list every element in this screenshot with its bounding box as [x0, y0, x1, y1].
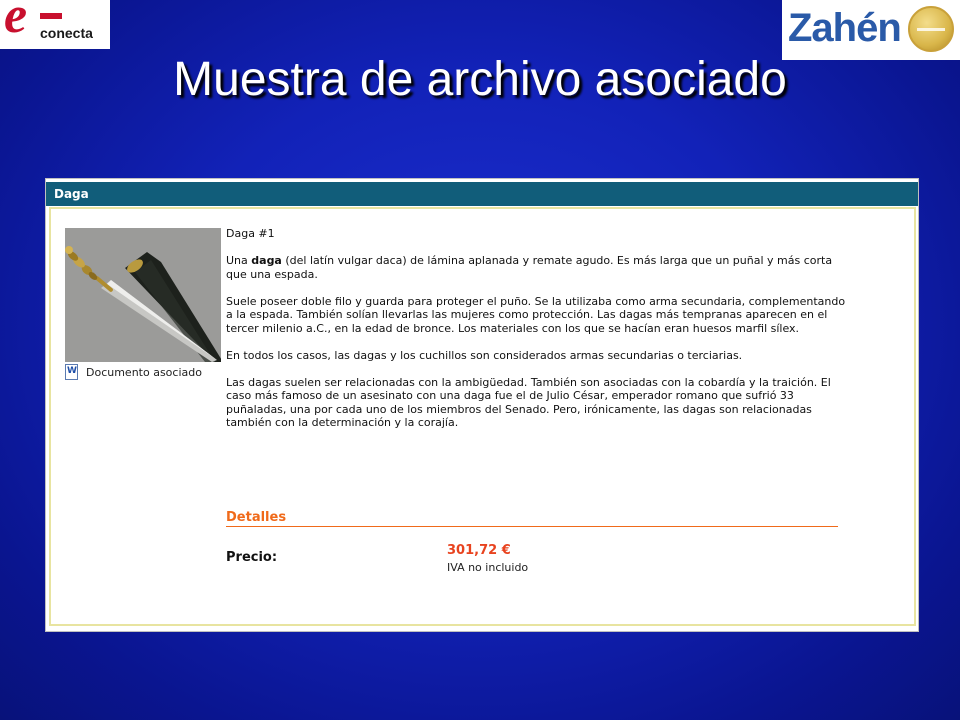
screenshot-panel [45, 178, 919, 632]
word-document-icon [65, 364, 78, 380]
tax-note: IVA no incluido [447, 561, 529, 574]
item-title: Daga #1 [226, 227, 275, 240]
description-paragraph-4: Las dagas suelen ser relacionadas con la ambigüedad. También son asociadas con la cobardía y la traición. El caso más famoso de un asesinato con una daga fue el de Julio César, emperador romano que sufrió 33 puñaladas, una por cada uno de los miembros del Senado. Pero, irónicamente, las dagas son relacionadas también con la determinación y la corajía. [226, 375, 831, 429]
zahen-logo [782, 0, 960, 60]
e-conecta-logo [0, 0, 110, 49]
price-label: Precio: [226, 550, 278, 565]
description-p1-keyword: daga [251, 254, 282, 267]
price-value: 301,72 € [447, 543, 511, 558]
description-paragraph-1 [226, 254, 846, 281]
panel-header: Daga [46, 182, 918, 206]
item-description [226, 227, 846, 443]
slide-title: Muestra de archivo asociado [173, 53, 787, 106]
description-paragraph-3: En todos los casos, las dagas y los cuchillos son considerados armas secundarias o terciarias. [226, 348, 743, 362]
e-conecta-logo-dash [40, 13, 62, 19]
zahen-logo-text: Zahén [788, 6, 901, 50]
details-heading: Detalles [226, 510, 838, 527]
associated-document-link[interactable] [65, 364, 202, 380]
description-paragraph-2: Suele poseer doble filo y guarda para proteger el puño. Se la utilizaba como arma secundaria, complementando a la espada. También solían llevarlas las mujeres como protección. Las dagas más tempranas aparecen en el tercer milenio a.C., en la edad de bronce. Los materiales con los que se hacían eran huesos marfil sílex. [226, 294, 846, 335]
associated-document-label: Documento asociado [86, 365, 202, 379]
dagger-photo [65, 228, 221, 362]
zahen-seal-icon [908, 6, 954, 52]
description-p1-start: Una [226, 254, 252, 267]
description-p1-end: (del latín vulgar daca) de lámina aplanada y remate agudo. Es más larga que un puñal y más corta que una espada. [226, 254, 833, 281]
e-conecta-logo-text: conecta [40, 25, 93, 41]
panel-content [49, 207, 916, 626]
e-conecta-logo-mark: e [4, 0, 28, 44]
